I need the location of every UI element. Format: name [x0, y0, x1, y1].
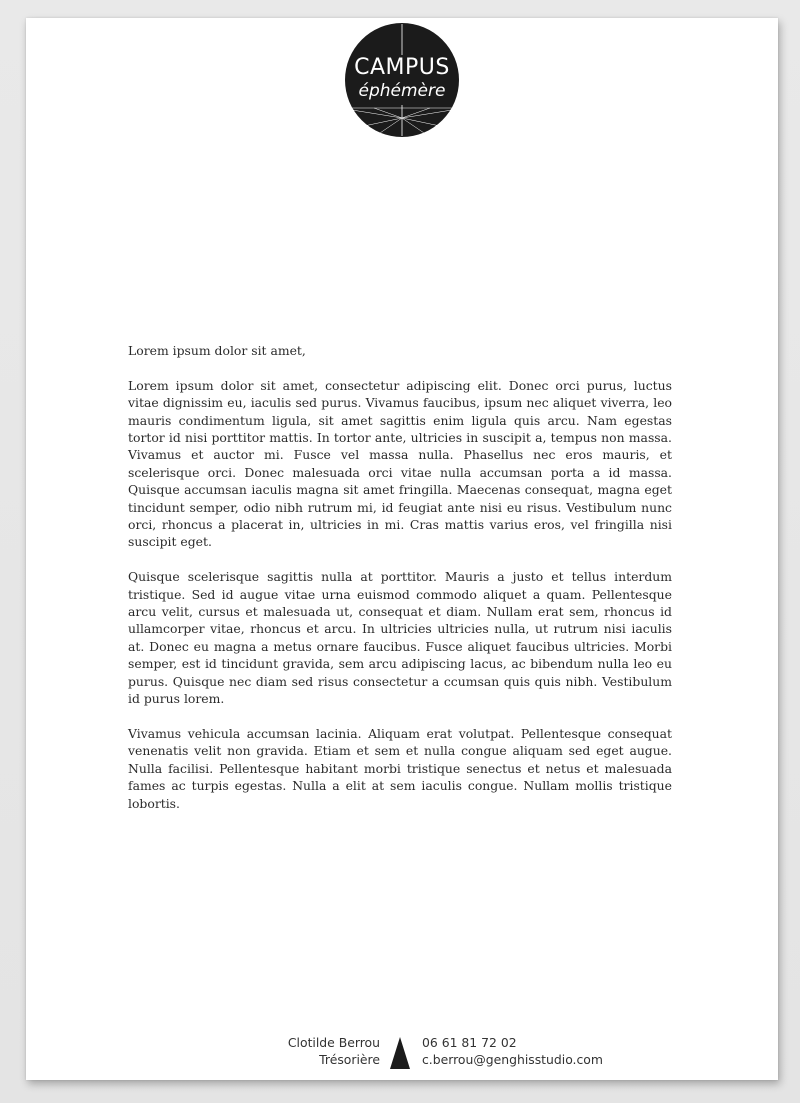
footer-phone: 06 61 81 72 02 — [422, 1035, 517, 1050]
triangle-icon — [390, 1037, 410, 1069]
letterhead-page — [26, 18, 778, 1080]
footer-email: c.berrou@genghisstudio.com — [422, 1052, 603, 1067]
logo-subtitle: éphémère — [358, 81, 446, 101]
letter-paragraph: Lorem ipsum dolor sit amet, consectetur adipiscing elit. Donec orci purus, luctus vitae dignissim eu, iaculis sed purus. Vivamus faucibus, ipsum nec aliquet viverra, leo mauris condimentum ligula, sit amet sagittis enim ligula quis arcu. Nam egestas tortor id nisi porttitor mattis. In tortor ante, ultricies in suscipit a, tempus non massa. Vivamus et auctor mi. Fusce vel massa nulla. Phasellus nec eros mauris, et scelerisque orci. Donec malesuada orci vitae nulla accumsan porta a id massa. Quisque accumsan iaculis magna sit amet fringilla. Maecenas consequat, magna eget tincidunt semper, odio nibh rutrum mi, id feugiat ante nisi eu risus. Vestibulum nunc orci, rhoncus a placerat in, ultricies in mi. Cras mattis varius eros, vel fringilla nisi suscipit eget. — [128, 377, 672, 550]
footer-contact-details — [422, 1034, 603, 1068]
logo-title: CAMPUS — [354, 55, 450, 80]
footer-contact-person — [288, 1034, 380, 1068]
letter-salutation: Lorem ipsum dolor sit amet, — [128, 343, 306, 358]
footer-role: Trésorière — [319, 1052, 380, 1067]
letter-paragraph: Vivamus vehicula accumsan lacinia. Aliquam erat volutpat. Pellentesque consequat venenatis velit non gravida. Etiam et sem et nulla congue aliquam sed eget augue. Nulla facilisi. Pellentesque habitant morbi tristique senectus et netus et malesuada fames ac turpis egestas. Nulla a elit at sem iaculis congue. Nullam mollis tristique lobortis. — [128, 725, 672, 811]
letter-body — [128, 342, 672, 829]
logo-circle-icon — [344, 22, 460, 138]
letterhead-footer — [26, 1034, 778, 1074]
campus-ephemere-logo — [344, 22, 460, 138]
footer-name: Clotilde Berrou — [287, 1035, 380, 1050]
letter-paragraph: Quisque scelerisque sagittis nulla at porttitor. Mauris a justo et tellus interdum tristique. Sed id augue vitae urna euismod commodo aliquet a quam. Pellentesque arcu velit, cursus et malesuada ut, consequat et diam. Nullam erat sem, rhoncus id ullamcorper vitae, rhoncus et arcu. In ultricies ultricies nulla, ut rutrum nisi iaculis at. Donec eu magna a metus ornare faucibus. Fusce aliquet faucibus ultricies. Morbi semper, est id tincidunt gravida, sem arcu adipiscing lacus, ac bibendum nulla leo eu purus. Quisque nec diam sed risus consectetur a ccumsan quis quis nibh. Vestibulum id purus lorem. — [128, 569, 672, 707]
